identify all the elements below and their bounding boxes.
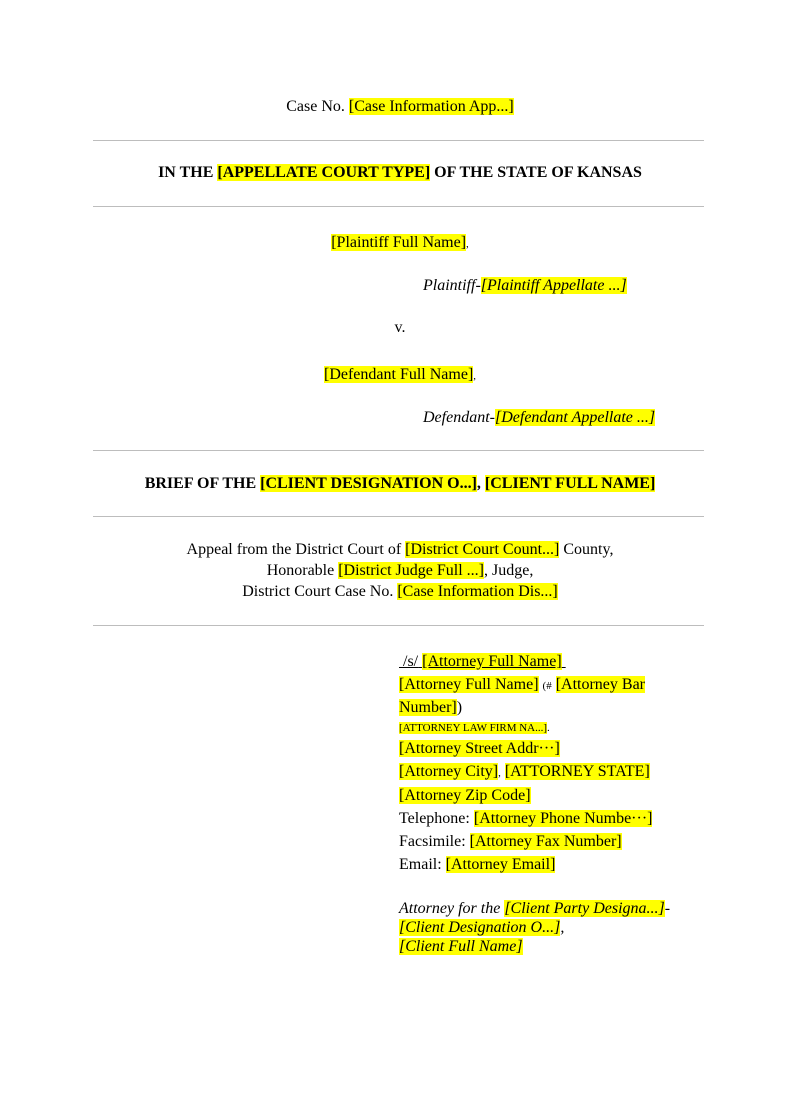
court-suffix: OF THE STATE OF KANSAS [434, 164, 642, 181]
sig-prefix: /s/ [403, 653, 419, 670]
district-county-field[interactable]: [District Court Count...] [405, 541, 560, 558]
bar-suffix: ) [456, 699, 463, 716]
defendant-comma: , [473, 370, 477, 382]
divider [93, 140, 704, 141]
defendant-name-field[interactable]: [Defendant Full Name] [323, 366, 474, 383]
bar-prefix: (# [542, 680, 552, 692]
bar-number-line [399, 698, 699, 718]
plaintiff-role-line [423, 276, 627, 296]
brief-heading [0, 474, 800, 494]
street-line [399, 739, 699, 759]
brief-comma: , [476, 475, 481, 492]
city-field[interactable]: [Attorney City] [399, 763, 499, 780]
firm-line [399, 721, 699, 735]
bar-number-field-cont[interactable]: Number] [399, 699, 457, 716]
district-judge-field[interactable]: [District Judge Full ...] [338, 562, 484, 579]
zip-code-field[interactable]: [Attorney Zip Code] [399, 787, 531, 804]
divider [93, 625, 704, 626]
appeal-line-2 [0, 561, 800, 581]
case-number-field[interactable]: [Case Information App...] [348, 98, 514, 115]
plaintiff-role-label: Plaintiff- [423, 277, 481, 294]
plaintiff-role-field[interactable]: [Plaintiff Appellate ...] [480, 277, 627, 294]
case-number-line [0, 97, 800, 117]
facsimile-field[interactable]: [Attorney Fax Number] [469, 833, 622, 850]
attorney-name-line [399, 675, 699, 695]
telephone-label: Telephone: [399, 810, 470, 827]
attorney-for-label: Attorney for the [399, 900, 501, 917]
defendant-role-field[interactable]: [Defendant Appellate ...] [494, 409, 656, 426]
attorney-for-block [399, 899, 699, 956]
district-case-label: District Court Case No. [242, 583, 394, 600]
signature-name-field[interactable]: [Attorney Full Name] [422, 653, 562, 670]
email-field[interactable]: [Attorney Email] [445, 856, 556, 873]
telephone-line [399, 809, 699, 829]
judge-suffix: , Judge, [483, 562, 534, 579]
attorney-name-field[interactable]: [Attorney Full Name] [399, 676, 539, 693]
client-name-field[interactable]: [CLIENT FULL NAME] [484, 475, 656, 492]
attorney-for-line-3 [399, 937, 699, 956]
defendant-role-label: Defendant- [423, 409, 495, 426]
law-firm-field[interactable]: [ATTORNEY LAW FIRM NA...] [399, 722, 548, 734]
court-prefix: IN THE [158, 164, 214, 181]
appeal-line-1 [0, 540, 800, 560]
plaintiff-name-field[interactable]: [Plaintiff Full Name] [331, 234, 467, 251]
client-designation-field-sig[interactable]: [Client Designation O...] [399, 919, 561, 936]
court-type-field[interactable]: [APPELLATE COURT TYPE] [217, 164, 431, 181]
versus: v. [394, 319, 406, 336]
email-label: Email: [399, 856, 442, 873]
client-designation-field[interactable]: [CLIENT DESIGNATION O...] [260, 475, 477, 492]
city-comma: , [498, 767, 501, 779]
attorney-for-line-2 [399, 918, 699, 937]
appeal-county-suffix: County, [563, 541, 614, 558]
zip-line [399, 786, 699, 806]
plaintiff-comma: , [466, 238, 469, 250]
designation-dash: - [664, 900, 671, 917]
divider [93, 516, 704, 517]
telephone-field[interactable]: [Attorney Phone Numbe···] [473, 810, 653, 827]
brief-prefix: BRIEF OF THE [144, 475, 257, 492]
appeal-prefix: Appeal from the District Court of [186, 541, 402, 558]
signature-line [399, 652, 699, 672]
divider [93, 450, 704, 451]
designation-comma: , [560, 919, 565, 936]
firm-suffix: . [547, 722, 550, 734]
divider [93, 206, 704, 207]
defendant-role-line [423, 408, 655, 428]
honorable-label: Honorable [266, 562, 335, 579]
district-case-field[interactable]: [Case Information Dis...] [397, 583, 558, 600]
client-full-name-field-sig[interactable]: [Client Full Name] [399, 938, 523, 955]
bar-number-field[interactable]: [Attorney Bar [555, 676, 646, 693]
facsimile-line [399, 832, 699, 852]
appeal-line-3 [0, 582, 800, 602]
city-state-line [399, 762, 699, 782]
plaintiff-name-line [0, 233, 800, 253]
state-field[interactable]: [ATTORNEY STATE] [504, 763, 650, 780]
email-line [399, 855, 699, 875]
case-number-label: Case No. [286, 98, 345, 115]
client-party-designation-field[interactable]: [Client Party Designa...] [504, 900, 665, 917]
attorney-for-line-1 [399, 899, 699, 918]
facsimile-label: Facsimile: [399, 833, 466, 850]
street-address-field[interactable]: [Attorney Street Addr···] [399, 740, 560, 757]
defendant-name-line [0, 365, 800, 385]
court-heading [0, 163, 800, 183]
